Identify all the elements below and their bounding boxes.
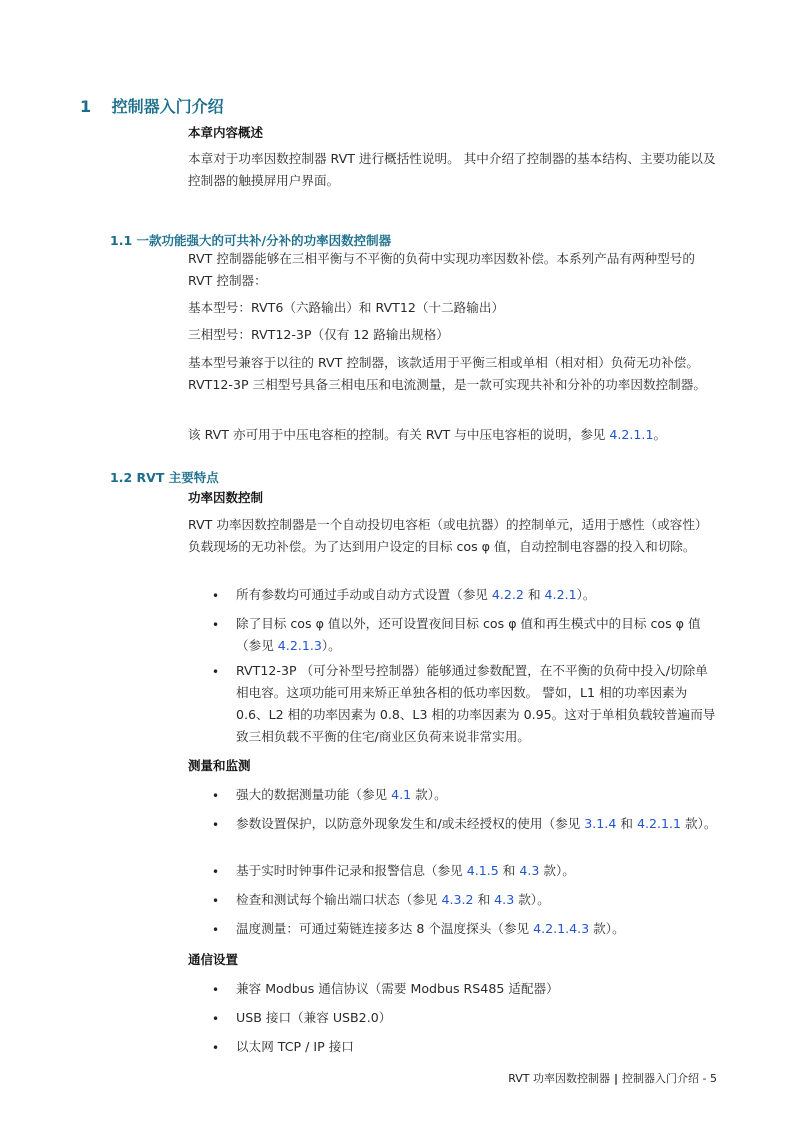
bullet-dot: • <box>212 923 220 937</box>
ref-link[interactable]: 4.2.1.4.3 <box>533 921 590 936</box>
section-1-1-title: 一款功能强大的可共补/分补的功率因数控制器 <box>136 233 392 248</box>
ref-link[interactable]: 4.3 <box>494 892 515 907</box>
mm-heading: 测量和监测 <box>188 758 251 773</box>
overview-heading: 本章内容概述 <box>188 125 264 140</box>
section-1-1-heading <box>110 231 391 249</box>
chapter-heading <box>80 94 224 117</box>
bullet-dot: • <box>212 818 220 832</box>
mm-b2-end: 款）。 <box>681 816 717 831</box>
bullet-dot: • <box>212 665 220 679</box>
mm-b3-mid: 和 <box>498 863 520 878</box>
comm-bullet-1: 兼容 Modbus 通信协议（需要 Modbus RS485 适配器） <box>236 981 559 996</box>
ref-link[interactable]: 4.1.5 <box>466 863 499 878</box>
pf-bullet-2 <box>236 613 718 657</box>
bullet-dot: • <box>212 618 220 632</box>
mm-bullet-3 <box>236 860 718 882</box>
mm-b3-text: 基于实时时钟事件记录和报警信息（参见 <box>236 863 467 878</box>
mm-b2-mid: 和 <box>616 816 637 831</box>
mm-b4-text: 检查和测试每个输出端口状态（参见 <box>236 892 442 907</box>
chapter-number: 1 <box>80 97 92 116</box>
mm-b3-end: 款）。 <box>539 863 575 878</box>
pf-b2-text: 除了目标 cos φ 值以外，还可设置夜间目标 cos φ 值和再生模式中的目标 cos φ 值（参见 <box>236 616 701 653</box>
section-1-1-p5-end: 。 <box>653 427 667 442</box>
footer-doc-title: RVT 功率因数控制器 <box>508 1072 610 1085</box>
footer-chapter: 控制器入门介绍 <box>622 1072 700 1085</box>
ref-link[interactable]: 4.2.1 <box>544 587 577 602</box>
pf-text: RVT 功率因数控制器是一个自动投切电容柜（或电抗器）的控制单元，适用于感性（或容性）负载现场的无功补偿。为了达到用户设定的目标 cos φ 值，自动控制电容器的投入和切除。 <box>188 517 708 554</box>
bullet-dot: • <box>212 1012 220 1026</box>
ref-link[interactable]: 4.3 <box>519 863 540 878</box>
pf-bullet-1 <box>236 584 718 606</box>
section-1-2-heading <box>110 468 219 486</box>
section-1-1-p5-text: 该 RVT 亦可用于中压电容柜的控制。有关 RVT 与中压电容柜的说明，参见 <box>188 427 610 442</box>
comm-bullet-3: 以太网 TCP / IP 接口 <box>236 1039 354 1054</box>
pf-bullet-3: RVT12-3P （可分补型号控制器）能够通过参数配置，在不平衡的负荷中投入/切除单相电容。这项功能可用来矫正单独各相的低功率因数。 譬如，L1 相的功率因素为 0.6、L2 相的功率因素为 0.8、L3 相的功率因素为 0.95。这对于单相负载较普遍而导致三相负载不平衡的住宅/商业区负荷来说非常实用。 <box>236 663 716 744</box>
comm-heading: 通信设置 <box>188 952 239 967</box>
mm-b1-text: 强大的数据测量功能（参见 <box>236 787 392 802</box>
mm-bullet-2 <box>236 813 718 835</box>
section-1-1-number: 1.1 <box>110 233 133 248</box>
mm-bullet-4 <box>236 889 718 911</box>
bullet-dot: • <box>212 865 220 879</box>
mm-bullet-1 <box>236 784 718 806</box>
comm-bullet-2: USB 接口（兼容 USB2.0） <box>236 1010 392 1025</box>
ref-link[interactable]: 3.1.4 <box>584 816 617 831</box>
mm-b4-end: 款）。 <box>514 892 550 907</box>
chapter-title: 控制器入门介绍 <box>111 97 224 116</box>
pf-b1-mid: 和 <box>523 587 545 602</box>
ref-link[interactable]: 4.2.1.3 <box>277 638 322 653</box>
mm-b4-mid: 和 <box>473 892 495 907</box>
ref-link[interactable]: 4.2.2 <box>491 587 524 602</box>
mm-b5-text: 温度测量：可通过菊链连接多达 8 个温度探头（参见 <box>236 921 534 936</box>
footer-dash: - <box>702 1072 707 1085</box>
bullet-dot: • <box>212 1041 220 1055</box>
section-1-2-title: RVT 主要特点 <box>136 470 219 485</box>
ref-link[interactable]: 4.1 <box>391 787 412 802</box>
pf-b1-end: ）。 <box>576 587 596 602</box>
bullet-dot: • <box>212 589 220 603</box>
bullet-dot: • <box>212 894 220 908</box>
mm-bullet-5 <box>236 918 718 940</box>
section-1-1-p3: 三相型号：RVT12-3P（仅有 12 路输出规格） <box>188 327 449 342</box>
section-1-1-p4: 基本型号兼容于以往的 RVT 控制器，该款适用于平衡三相或单相（相对相）负荷无功补偿。RVT12-3P 三相型号具备三相电压和电流测量，是一款可实现共补和分补的功率因数控制器。 <box>188 355 706 392</box>
footer-separator: | <box>613 1072 619 1085</box>
pf-b1-text: 所有参数均可通过手动或自动方式设置（参见 <box>236 587 492 602</box>
mm-b2-text: 参数设置保护，以防意外现象发生和/或未经授权的使用（参见 <box>236 816 585 831</box>
section-1-1-p2: 基本型号：RVT6（六路输出）和 RVT12（十二路输出） <box>188 300 505 315</box>
ref-link[interactable]: 4.2.1.1 <box>636 816 681 831</box>
section-1-1-p1: RVT 控制器能够在三相平衡与不平衡的负荷中实现功率因数补偿。本系列产品有两种型号的 RVT 控制器： <box>188 251 695 288</box>
bullet-dot: • <box>212 983 220 997</box>
section-1-2-number: 1.2 <box>110 470 133 485</box>
pf-heading: 功率因数控制 <box>188 490 264 505</box>
page-number: 5 <box>710 1072 717 1085</box>
page-footer <box>508 1070 717 1086</box>
overview-text: 本章对于功率因数控制器 RVT 进行概括性说明。 其中介绍了控制器的基本结构、主要功能以及控制器的触摸屏用户界面。 <box>188 151 716 188</box>
ref-link[interactable]: 4.2.1.1 <box>609 427 654 442</box>
mm-b1-end: 款）。 <box>411 787 447 802</box>
pf-b2-end: ）。 <box>321 638 341 653</box>
mm-b5-end: 款）。 <box>589 921 625 936</box>
ref-link[interactable]: 4.3.2 <box>441 892 474 907</box>
section-1-1-p5 <box>188 424 716 446</box>
bullet-dot: • <box>212 789 220 803</box>
